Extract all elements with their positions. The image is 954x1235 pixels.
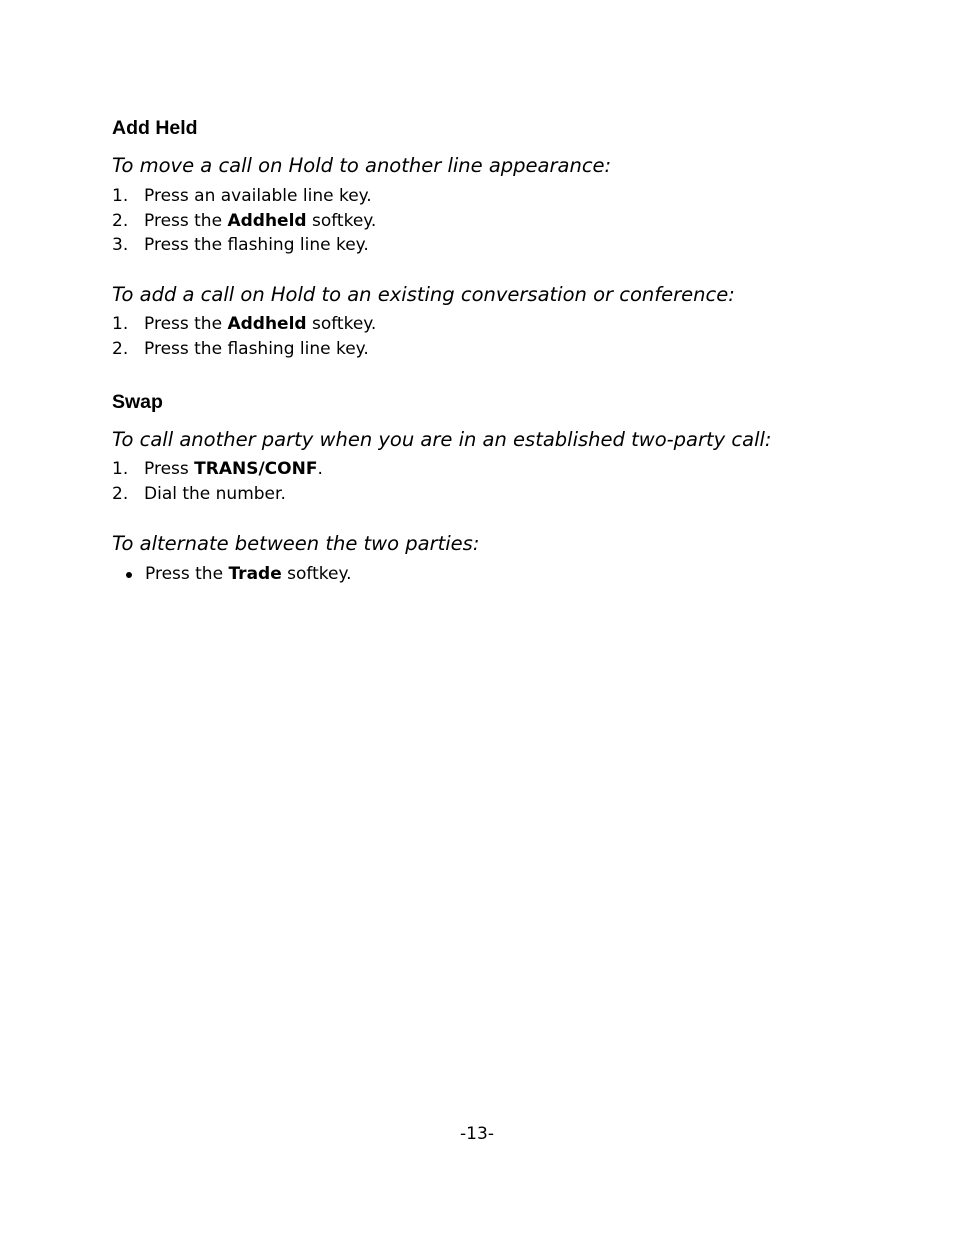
softkey-name: Addheld — [227, 210, 307, 231]
step-number: 2. — [112, 338, 129, 359]
step-text: Press the flashing line key. — [144, 235, 369, 256]
list-item — [112, 184, 376, 209]
step-text: Press the Addheld softkey. — [144, 314, 377, 334]
procedure-intro-call-another-party: To call another party when you are in an established two-party call: — [112, 428, 772, 451]
page-number: -13- — [460, 1124, 494, 1144]
bullet-text: Press the Trade softkey. — [145, 564, 352, 584]
step-number: 2. — [112, 210, 129, 231]
key-name: TRANS/CONF — [194, 459, 318, 479]
softkey-name: Trade — [228, 564, 282, 584]
steps-list-call-another-party — [112, 457, 323, 506]
procedure-intro-move-held-call: To move a call on Hold to another line appearance: — [112, 154, 612, 177]
bullet-icon — [126, 572, 132, 578]
steps-list-add-held-call — [112, 312, 376, 361]
list-item — [112, 482, 323, 507]
step-number: 1. — [112, 314, 129, 334]
softkey-name: Addheld — [227, 314, 307, 334]
step-number: 1. — [112, 186, 129, 206]
list-item — [112, 457, 323, 482]
list-item — [112, 562, 352, 587]
list-item — [112, 312, 376, 337]
step-text: Press an available line key. — [144, 186, 372, 206]
section-heading-add-held: Add Held — [112, 117, 198, 139]
step-number: 3. — [112, 235, 129, 256]
list-item — [112, 337, 376, 362]
procedure-intro-alternate-parties: To alternate between the two parties: — [112, 532, 480, 555]
procedure-intro-add-held-call: To add a call on Hold to an existing conversation or conference: — [112, 283, 735, 306]
section-heading-swap: Swap — [112, 391, 163, 413]
list-item — [112, 233, 376, 258]
step-number: 1. — [112, 459, 129, 479]
step-text: Press the Addheld softkey. — [144, 210, 377, 231]
step-text: Press the flashing line key. — [144, 338, 369, 359]
steps-list-move-held-call — [112, 184, 376, 258]
step-number: 2. — [112, 483, 129, 504]
step-text: Dial the number. — [144, 483, 286, 504]
list-item — [112, 209, 376, 234]
step-text: Press TRANS/CONF. — [144, 459, 323, 479]
bullet-list-alternate-parties — [112, 562, 352, 587]
